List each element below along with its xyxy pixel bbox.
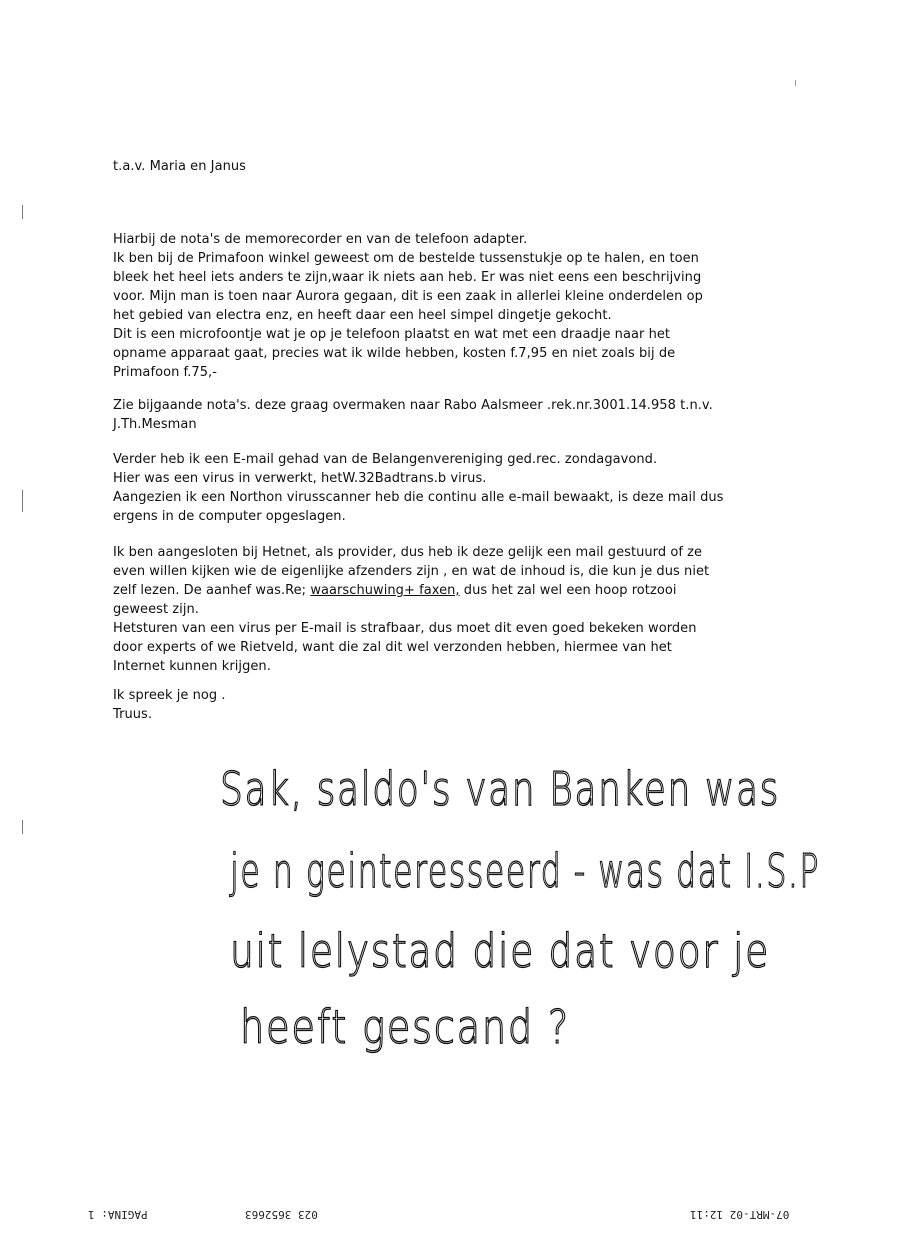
- subject-underlined: waarschuwing+ faxen,: [310, 583, 460, 598]
- paragraph-virus: Verder heb ik een E-mail gehad van de Belangenvereniging ged.rec. zondagavond. Hier was een virus in verwerkt, hetW.32Badtrans.b virus. Aangezien ik een Northon virusscanner heb die continu alle e-mail bewaakt, is deze mail dus ergens in de computer opgeslagen.: [113, 452, 724, 524]
- fax-number: 023 3652663: [245, 1208, 318, 1221]
- handwritten-line: je n geinteresseerd - was dat I.S.P: [229, 844, 820, 898]
- handwritten-line: uit lelystad die dat voor je: [230, 924, 770, 978]
- letter-closing: Ik spreek je nog . Truus.: [113, 688, 226, 722]
- handwritten-line: Sak, saldo's van Banken was: [220, 762, 780, 816]
- margin-mark: [22, 820, 23, 834]
- handwritten-line: heeft gescand ?: [240, 1000, 570, 1054]
- paragraph-nota: Hiarbij de nota's de memorecorder en van de telefoon adapter. Ik ben bij de Primafoon winkel geweest om de bestelde tussenstukje op te halen, en toen bleek het heel iets anders te zijn,waar ik niets aan heb. Er was niet eens een beschrijving voor. Mijn man is toen naar Aurora gegaan, dit is een zaak in allerlei kleine onderdelen op het gebied van electra enz, en heeft daar een heel simpel dingetje gekocht. Dit is een microfoontje wat je op je telefoon plaatst en wat met een draadje naar het opname apparaat gaat, precies wat ik wilde hebben, kosten f.7,95 en niet zoals bij de Primafoon f.75,-: [113, 232, 703, 380]
- margin-mark: [22, 490, 23, 512]
- fax-page-number: PAGINA: 1: [88, 1208, 148, 1221]
- paragraph-provider: Ik ben aangesloten bij Hetnet, als provider, dus heb ik deze gelijk een mail gestuurd of ze even willen kijken wie de eigenlijke afzenders zijn , en wat de inhoud is, die kun je dus niet zelf lezen. De aanhef was.Re; waarschuwing+ faxen, dus het zal wel een hoop rotzooi geweest zijn. Hetsturen van een virus per E-mail is strafbaar, dus moet dit even goed bekeken worden door experts of we Rietveld, want die zal dit wel verzonden hebben, hiermee van het Internet kunnen krijgen.: [113, 545, 710, 674]
- scan-speck: [795, 80, 796, 86]
- letter-salutation: t.a.v. Maria en Janus: [113, 159, 246, 174]
- margin-mark: [22, 205, 23, 219]
- handwritten-note: [200, 745, 840, 1075]
- fax-timestamp: 07-MRT-02 12:11: [690, 1208, 790, 1221]
- paragraph-payment: Zie bijgaande nota's. deze graag overmaken naar Rabo Aalsmeer .rek.nr.3001.14.958 t.n.v. J.Th.Mesman: [113, 398, 713, 432]
